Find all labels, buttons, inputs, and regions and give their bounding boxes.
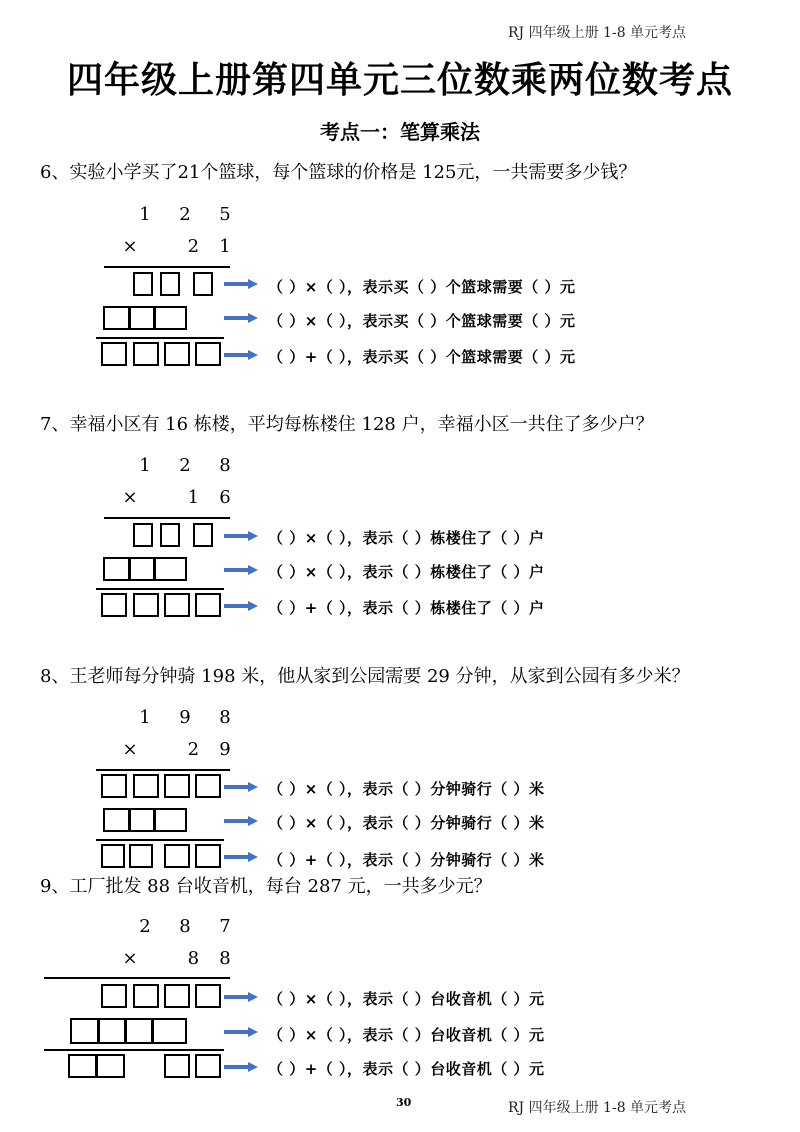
answer-box[interactable] (133, 342, 159, 366)
answer-box[interactable] (128, 306, 156, 330)
answer-box[interactable] (160, 272, 180, 296)
section-subtitle: 考点一：笔算乘法 (320, 120, 480, 144)
problem-9-multiplier: × 8 8 (122, 948, 231, 969)
problem-9-row-3: （ ）+（ ），表示（ ）台收音机（ ）元 (268, 1060, 545, 1078)
answer-box[interactable] (164, 774, 190, 798)
answer-box[interactable] (129, 844, 153, 868)
problem-6-row-3: （ ）+（ ），表示买（ ）个篮球需要（ ）元 (268, 348, 576, 366)
answer-box[interactable] (195, 342, 221, 366)
page-header: RJ 四年级上册 1-8 单元考点 (508, 25, 687, 41)
answer-box[interactable] (101, 984, 127, 1008)
answer-box[interactable] (153, 808, 187, 832)
arrow-right-icon (224, 782, 258, 792)
answer-box[interactable] (95, 1054, 125, 1078)
answer-box[interactable] (124, 1018, 154, 1044)
arrow-right-icon (224, 565, 258, 575)
arrow-right-icon (224, 279, 258, 289)
arrow-right-icon (224, 1027, 258, 1037)
answer-box[interactable] (101, 844, 125, 868)
answer-box[interactable] (103, 808, 131, 832)
problem-6-rule-2 (96, 337, 224, 339)
answer-box[interactable] (164, 593, 190, 617)
problem-7-multiplier: × 1 6 (122, 487, 231, 508)
problem-9-rule-2 (44, 1049, 224, 1051)
arrow-right-icon (224, 992, 258, 1002)
problem-8-row-1: （ ）×（ ），表示（ ）分钟骑行（ ）米 (268, 780, 545, 798)
problem-6-multiplier: × 2 1 (122, 236, 231, 257)
arrow-right-icon (224, 531, 258, 541)
answer-box[interactable] (153, 557, 187, 581)
answer-box[interactable] (133, 523, 153, 547)
answer-box[interactable] (103, 306, 131, 330)
answer-box[interactable] (195, 774, 221, 798)
answer-box[interactable] (164, 1054, 190, 1078)
arrow-right-icon (224, 852, 258, 862)
page-title: 四年级上册第四单元三位数乘两位数考点 (66, 59, 733, 101)
problem-8-question: 8、王老师每分钟骑 198 米，他从家到公园需要 29 分钟，从家到公园有多少米？ (40, 666, 690, 687)
problem-7-row-2: （ ）×（ ），表示（ ）栋楼住了（ ）户 (268, 563, 545, 581)
answer-box[interactable] (133, 984, 159, 1008)
answer-box[interactable] (164, 342, 190, 366)
answer-box[interactable] (70, 1018, 100, 1044)
answer-box[interactable] (128, 557, 156, 581)
problem-8-multiplier: × 2 9 (122, 739, 231, 760)
arrow-right-icon (224, 1062, 258, 1072)
answer-box[interactable] (101, 774, 127, 798)
arrow-right-icon (224, 601, 258, 611)
answer-box[interactable] (164, 984, 190, 1008)
problem-9-question: 9、工厂批发 88 台收音机，每台 287 元，一共多少元？ (40, 876, 492, 897)
answer-box[interactable] (128, 808, 156, 832)
answer-box[interactable] (151, 1018, 187, 1044)
problem-7-row-1: （ ）×（ ），表示（ ）栋楼住了（ ）户 (268, 529, 545, 547)
answer-box[interactable] (101, 593, 127, 617)
answer-box[interactable] (195, 844, 221, 868)
problem-8-multiplicand: 1 9 8 (139, 707, 231, 728)
problem-6-question: 6、实验小学买了21个篮球，每个篮球的价格是 125元，一共需要多少钱？ (40, 162, 637, 183)
answer-box[interactable] (133, 593, 159, 617)
answer-box[interactable] (160, 523, 180, 547)
answer-box[interactable] (68, 1054, 98, 1078)
answer-box[interactable] (193, 523, 213, 547)
problem-8-rule-1 (96, 769, 230, 771)
arrow-right-icon (224, 313, 258, 323)
problem-8-row-3: （ ）+（ ），表示（ ）分钟骑行（ ）米 (268, 851, 545, 869)
problem-6-multiplicand: 1 2 5 (139, 204, 231, 225)
problem-9-rule-1 (44, 977, 230, 979)
problem-8-rule-2 (96, 839, 224, 841)
problem-9-row-2: （ ）×（ ），表示（ ）台收音机（ ）元 (268, 1026, 545, 1044)
arrow-right-icon (224, 816, 258, 826)
answer-box[interactable] (153, 306, 187, 330)
answer-box[interactable] (195, 1054, 221, 1078)
answer-box[interactable] (193, 272, 213, 296)
answer-box[interactable] (103, 557, 131, 581)
problem-8-row-2: （ ）×（ ），表示（ ）分钟骑行（ ）米 (268, 814, 545, 832)
answer-box[interactable] (133, 774, 159, 798)
problem-7-rule-1 (104, 517, 230, 519)
page-number: 30 (396, 1096, 412, 1109)
answer-box[interactable] (101, 342, 127, 366)
answer-box[interactable] (97, 1018, 127, 1044)
problem-7-question: 7、幸福小区有 16 栋楼，平均每栋楼住 128 户，幸福小区一共住了多少户？ (40, 414, 654, 435)
problem-7-multiplicand: 1 2 8 (139, 455, 231, 476)
problem-6-rule-1 (104, 266, 230, 268)
page-footer: RJ 四年级上册 1-8 单元考点 (508, 1100, 687, 1116)
problem-7-rule-2 (96, 588, 224, 590)
answer-box[interactable] (164, 844, 190, 868)
problem-6-row-2: （ ）×（ ），表示买（ ）个篮球需要（ ）元 (268, 312, 576, 330)
arrow-right-icon (224, 350, 258, 360)
problem-6-row-1: （ ）×（ ），表示买（ ）个篮球需要（ ）元 (268, 278, 576, 296)
problem-9-multiplicand: 2 8 7 (139, 916, 231, 937)
answer-box[interactable] (195, 593, 221, 617)
answer-box[interactable] (195, 984, 221, 1008)
problem-9-row-1: （ ）×（ ），表示（ ）台收音机（ ）元 (268, 990, 545, 1008)
problem-7-row-3: （ ）+（ ），表示（ ）栋楼住了（ ）户 (268, 599, 545, 617)
answer-box[interactable] (133, 272, 153, 296)
